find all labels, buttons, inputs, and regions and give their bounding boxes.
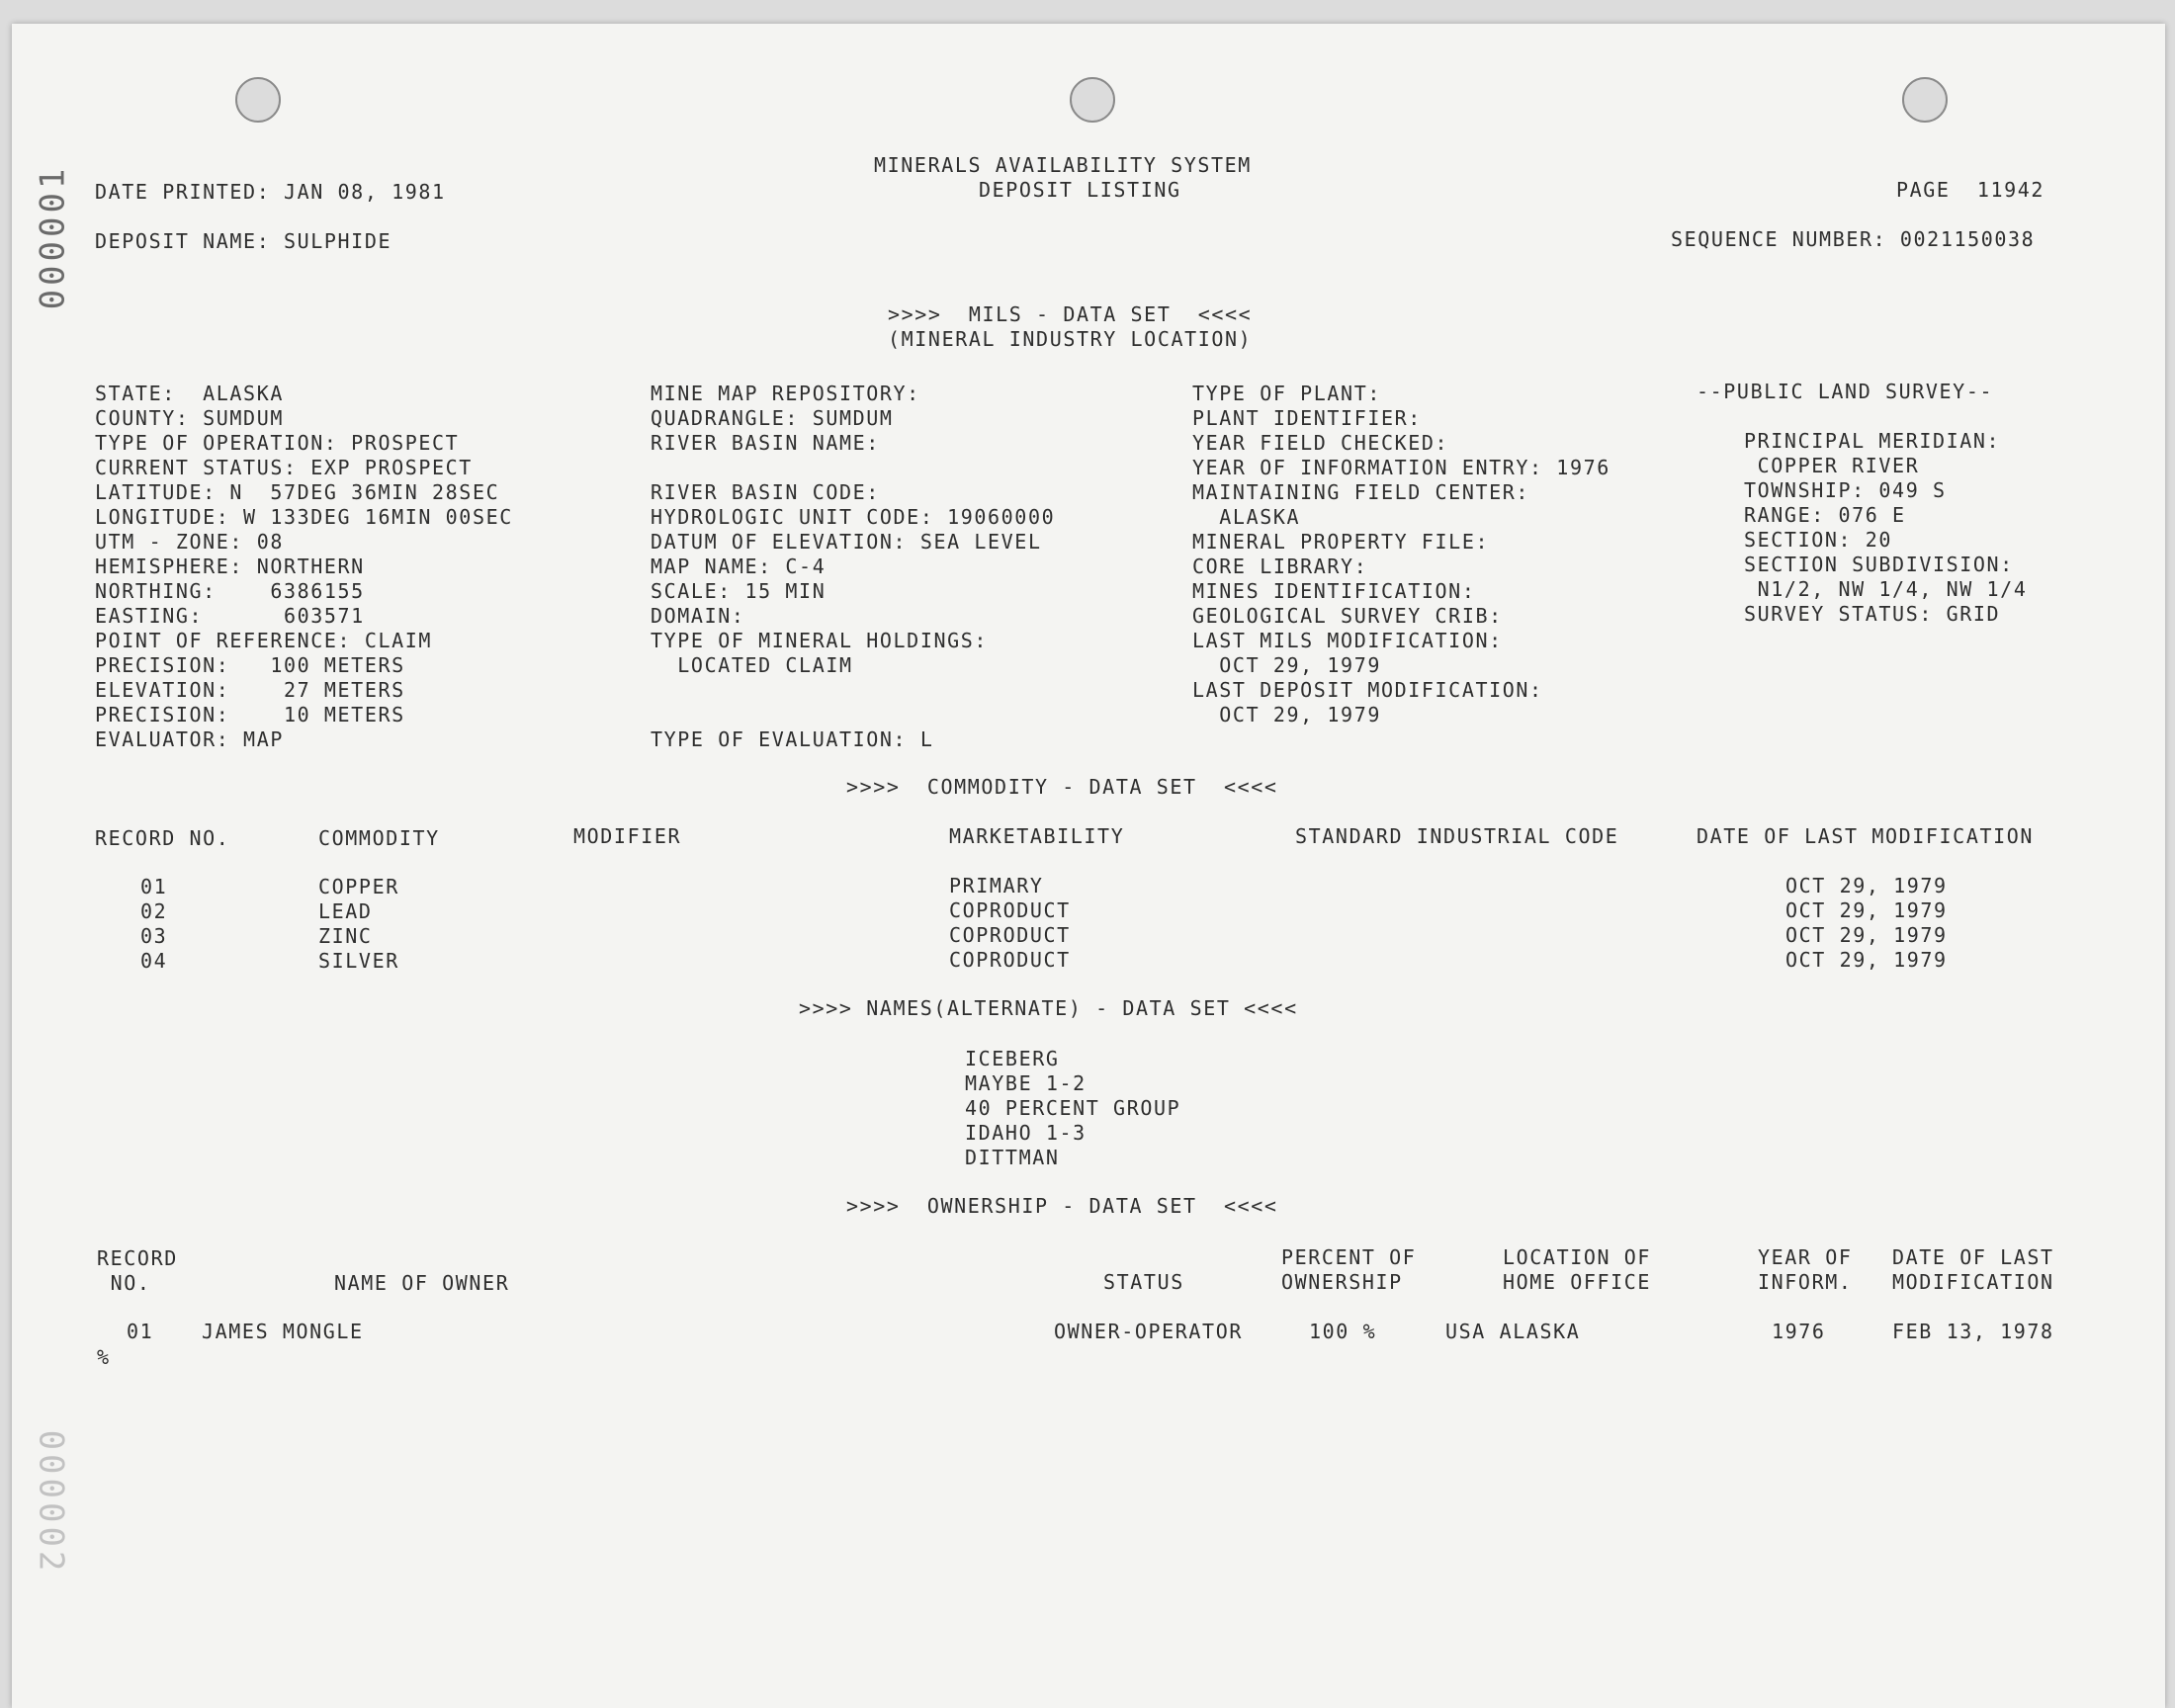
field-line: UTM - ZONE: 08 xyxy=(95,530,284,554)
sequence-number: SEQUENCE NUMBER: 0021150038 xyxy=(1671,227,2036,251)
commodity-record: 01 xyxy=(140,875,168,898)
commodity-col-modifier: MODIFIER xyxy=(573,824,682,848)
commodity-name: ZINC xyxy=(318,924,373,948)
ownership-col-percent: PERCENT OF OWNERSHIP xyxy=(1281,1245,1417,1294)
field-line: TOWNSHIP: 049 S xyxy=(1744,478,1947,502)
field-line: YEAR FIELD CHECKED: xyxy=(1192,431,1449,455)
ownership-heading: >>>> OWNERSHIP - DATA SET <<<< xyxy=(846,1194,1278,1218)
field-line: N1/2, NW 1/4, NW 1/4 xyxy=(1744,577,2028,601)
field-line: TYPE OF PLANT: xyxy=(1192,382,1381,405)
field-line: TYPE OF MINERAL HOLDINGS: xyxy=(651,629,989,652)
end-of-record-mark: % xyxy=(97,1345,111,1369)
commodity-marketability: COPRODUCT xyxy=(949,948,1071,972)
field-line: RIVER BASIN NAME: xyxy=(651,431,880,455)
field-line: PRECISION: 10 METERS xyxy=(95,703,405,726)
owner-status: OWNER-OPERATOR xyxy=(1054,1320,1243,1343)
commodity-marketability: PRIMARY xyxy=(949,874,1044,897)
field-line: MINES IDENTIFICATION: xyxy=(1192,579,1476,603)
margin-stamp-bottom: 000002 xyxy=(31,1429,71,1576)
commodity-name: SILVER xyxy=(318,949,399,973)
date-printed: DATE PRINTED: JAN 08, 1981 xyxy=(95,180,446,204)
field-line: MAP NAME: C-4 xyxy=(651,555,826,578)
punch-hole-right xyxy=(1902,77,1948,123)
owner-date: FEB 13, 1978 xyxy=(1892,1320,2054,1343)
owner-location: USA ALASKA xyxy=(1445,1320,1581,1343)
alternate-name: MAYBE 1-2 xyxy=(965,1071,1087,1095)
alternate-name: DITTMAN xyxy=(965,1146,1060,1169)
owner-name: JAMES MONGLE xyxy=(202,1320,364,1343)
printout-page xyxy=(12,24,2165,1708)
owner-record: 01 xyxy=(127,1320,154,1343)
field-line: STATE: ALASKA xyxy=(95,382,284,405)
field-line: LATITUDE: N 57DEG 36MIN 28SEC xyxy=(95,480,500,504)
commodity-col-marketability: MARKETABILITY xyxy=(949,824,1125,848)
commodity-col-sic: STANDARD INDUSTRIAL CODE xyxy=(1295,824,1619,848)
field-line: MAINTAINING FIELD CENTER: xyxy=(1192,480,1530,504)
field-line: RIVER BASIN CODE: xyxy=(651,480,880,504)
field-line: NORTHING: 6386155 xyxy=(95,579,365,603)
field-line: DOMAIN: xyxy=(651,604,745,628)
commodity-col-date: DATE OF LAST MODIFICATION xyxy=(1696,824,2035,848)
punch-hole-left xyxy=(235,77,281,123)
ownership-col-location: LOCATION OF HOME OFFICE xyxy=(1503,1245,1652,1294)
commodity-col-record: RECORD NO. xyxy=(95,826,230,850)
ownership-col-date: DATE OF LAST MODIFICATION xyxy=(1892,1245,2054,1294)
commodity-date: OCT 29, 1979 xyxy=(1785,948,1948,972)
commodity-record: 04 xyxy=(140,949,168,973)
ownership-col-name: NAME OF OWNER xyxy=(334,1271,510,1295)
commodity-heading: >>>> COMMODITY - DATA SET <<<< xyxy=(846,775,1278,799)
commodity-name: COPPER xyxy=(318,875,399,898)
field-line: OCT 29, 1979 xyxy=(1192,703,1381,726)
ownership-col-year: YEAR OF INFORM. xyxy=(1758,1245,1853,1294)
alternate-name: ICEBERG xyxy=(965,1047,1060,1070)
field-line: LAST MILS MODIFICATION: xyxy=(1192,629,1503,652)
field-line: COUNTY: SUMDUM xyxy=(95,406,284,430)
field-line: OCT 29, 1979 xyxy=(1192,653,1381,677)
mils-column-4 xyxy=(1744,429,2027,627)
alternate-name: 40 PERCENT GROUP xyxy=(965,1096,1181,1120)
field-line: TYPE OF OPERATION: PROSPECT xyxy=(95,431,460,455)
commodity-marketability: COPRODUCT xyxy=(949,923,1071,947)
field-line: GEOLOGICAL SURVEY CRIB: xyxy=(1192,604,1503,628)
owner-year: 1976 xyxy=(1772,1320,1826,1343)
margin-stamp-top: 000001 xyxy=(33,164,73,310)
mils-column-1 xyxy=(95,382,513,752)
field-line: DATUM OF ELEVATION: SEA LEVEL xyxy=(651,530,1042,554)
deposit-name: DEPOSIT NAME: SULPHIDE xyxy=(95,229,392,253)
mils-subheading: (MINERAL INDUSTRY LOCATION) xyxy=(888,327,1253,351)
field-line: LOCATED CLAIM xyxy=(651,653,853,677)
commodity-date: OCT 29, 1979 xyxy=(1785,898,1948,922)
commodity-col-commodity: COMMODITY xyxy=(318,826,440,850)
field-line: COPPER RIVER xyxy=(1744,454,1920,477)
field-line: LONGITUDE: W 133DEG 16MIN 00SEC xyxy=(95,505,513,529)
field-line: SECTION SUBDIVISION: xyxy=(1744,553,2014,576)
field-line: LAST DEPOSIT MODIFICATION: xyxy=(1192,678,1543,702)
alternate-name: IDAHO 1-3 xyxy=(965,1121,1087,1145)
field-line: PLANT IDENTIFIER: xyxy=(1192,406,1422,430)
page-number: PAGE 11942 xyxy=(1896,178,2045,202)
field-line: HEMISPHERE: NORTHERN xyxy=(95,555,365,578)
field-line: CORE LIBRARY: xyxy=(1192,555,1368,578)
mils-column-2b xyxy=(651,480,1055,678)
field-line: ALASKA xyxy=(1192,505,1301,529)
commodity-name: LEAD xyxy=(318,899,373,923)
field-line: EASTING: 603571 xyxy=(95,604,365,628)
commodity-marketability: COPRODUCT xyxy=(949,898,1071,922)
ownership-col-status: STATUS xyxy=(1103,1270,1184,1294)
field-line: EVALUATOR: MAP xyxy=(95,727,284,751)
field-line: ELEVATION: 27 METERS xyxy=(95,678,405,702)
field-line: MINERAL PROPERTY FILE: xyxy=(1192,530,1490,554)
field-line: YEAR OF INFORMATION ENTRY: 1976 xyxy=(1192,456,1610,479)
punch-hole-center xyxy=(1070,77,1115,123)
mils-column-2a xyxy=(651,382,920,456)
field-line: RANGE: 076 E xyxy=(1744,503,1906,527)
names-heading: >>>> NAMES(ALTERNATE) - DATA SET <<<< xyxy=(799,996,1298,1020)
system-title: MINERALS AVAILABILITY SYSTEM xyxy=(874,153,1252,177)
commodity-date: OCT 29, 1979 xyxy=(1785,923,1948,947)
public-land-survey-heading: --PUBLIC LAND SURVEY-- xyxy=(1696,380,1994,403)
type-of-evaluation: TYPE OF EVALUATION: L xyxy=(651,727,934,751)
field-line: PRECISION: 100 METERS xyxy=(95,653,405,677)
mils-heading: >>>> MILS - DATA SET <<<< xyxy=(888,302,1253,326)
owner-percent: 100 % xyxy=(1309,1320,1377,1343)
field-line: MINE MAP REPOSITORY: xyxy=(651,382,920,405)
field-line: SECTION: 20 xyxy=(1744,528,1893,552)
mils-column-3 xyxy=(1192,382,1610,727)
commodity-date: OCT 29, 1979 xyxy=(1785,874,1948,897)
ownership-col-record: RECORD NO. xyxy=(97,1246,178,1295)
commodity-record: 02 xyxy=(140,899,168,923)
field-line: HYDROLOGIC UNIT CODE: 19060000 xyxy=(651,505,1056,529)
alternate-names-list xyxy=(965,1047,1180,1170)
field-line: POINT OF REFERENCE: CLAIM xyxy=(95,629,433,652)
field-line: CURRENT STATUS: EXP PROSPECT xyxy=(95,456,473,479)
commodity-record: 03 xyxy=(140,924,168,948)
field-line: QUADRANGLE: SUMDUM xyxy=(651,406,894,430)
field-line: PRINCIPAL MERIDIAN: xyxy=(1744,429,2001,453)
listing-title: DEPOSIT LISTING xyxy=(979,178,1181,202)
field-line: SCALE: 15 MIN xyxy=(651,579,826,603)
field-line: SURVEY STATUS: GRID xyxy=(1744,602,2001,626)
